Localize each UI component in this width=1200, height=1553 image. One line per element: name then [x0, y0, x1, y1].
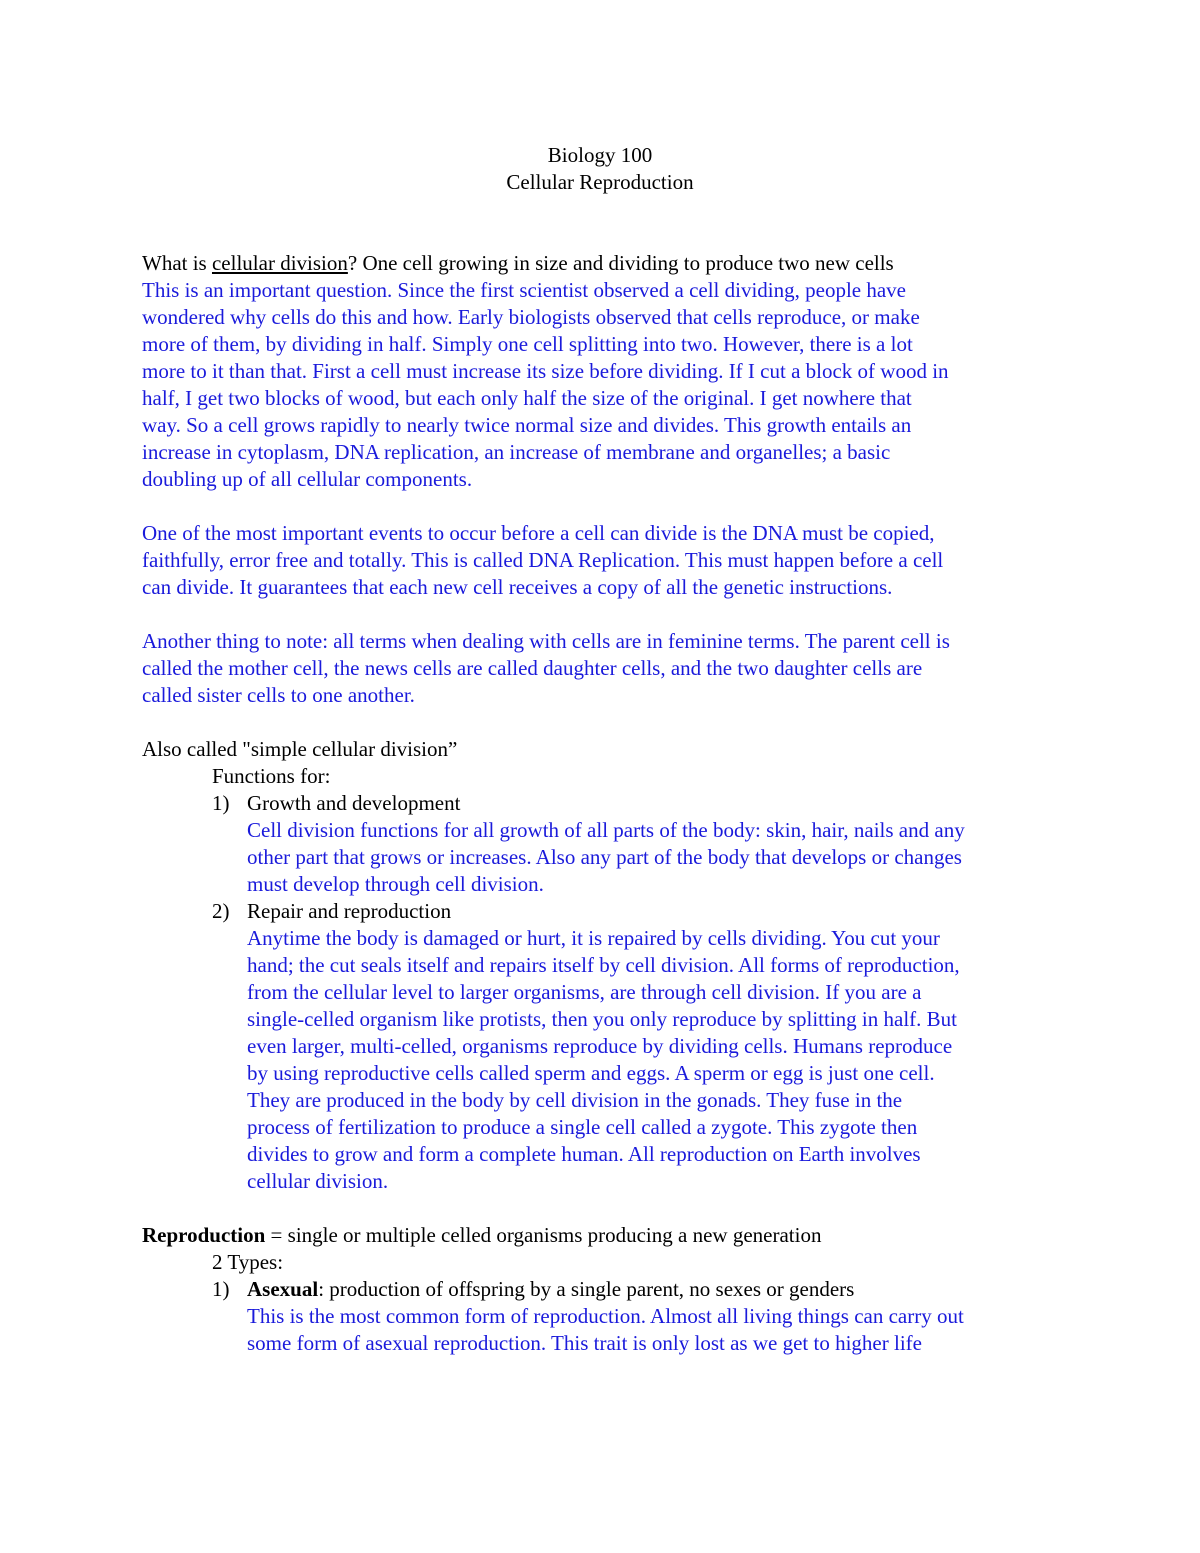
types-label: 2 Types:	[212, 1250, 284, 1274]
asexual-definition-text: : production of offspring by a single parent, no sexes or genders	[318, 1277, 855, 1301]
list-item-line: They are produced in the body by cell division in the gonads. They fuse in the	[247, 1088, 903, 1112]
paragraph-line: doubling up of all cellular components.	[142, 467, 473, 491]
list-item-line: process of fertilization to produce a single cell called a zygote. This zygote then	[247, 1115, 918, 1139]
intro-question	[142, 250, 894, 277]
topic-title: Cellular Reproduction	[506, 170, 694, 194]
intro-question-suffix: ? One cell growing in size and dividing to produce two new cells	[347, 251, 894, 275]
list-item-line: cellular division.	[247, 1169, 389, 1193]
list-item-line: must develop through cell division.	[247, 872, 544, 896]
paragraph-line: This is an important question. Since the first scientist observed a cell dividing, people have	[142, 278, 906, 302]
asexual-term: Asexual	[247, 1277, 319, 1301]
list-number: 2)	[212, 899, 230, 923]
list-number: 1)	[212, 1277, 230, 1301]
list-item-line: some form of asexual reproduction. This trait is only lost as we get to higher life	[247, 1331, 922, 1355]
reproduction-definition-text: = single or multiple celled organisms producing a new generation	[265, 1223, 822, 1247]
list-number: 1)	[212, 791, 230, 815]
course-title: Biology 100	[547, 143, 653, 167]
list-item-line: single-celled organism like protists, then you only reproduce by splitting in half. But	[247, 1007, 958, 1031]
paragraph-line: increase in cytoplasm, DNA replication, an increase of membrane and organelles; a basic	[142, 440, 891, 464]
list-item-line: divides to grow and form a complete human. All reproduction on Earth involves	[247, 1142, 921, 1166]
functions-label: Functions for:	[212, 764, 331, 788]
paragraph-line: called the mother cell, the news cells are called daughter cells, and the two daughter cells are	[142, 656, 923, 680]
paragraph-line: way. So a cell grows rapidly to nearly twice normal size and divides. This growth entails an	[142, 413, 912, 437]
list-item-line: by using reproductive cells called sperm and eggs. A sperm or egg is just one cell.	[247, 1061, 935, 1085]
paragraph-line: half, I get two blocks of wood, but each only half the size of the original. I get nowhere that	[142, 386, 912, 410]
list-item-title: Repair and reproduction	[247, 899, 452, 923]
list-item-line: Cell division functions for all growth of all parts of the body: skin, hair, nails and any	[247, 818, 965, 842]
list-item-line: even larger, multi-celled, organisms reproduce by dividing cells. Humans reproduce	[247, 1034, 953, 1058]
list-item-line: from the cellular level to larger organisms, are through cell division. If you are a	[247, 980, 922, 1004]
also-called-line: Also called "simple cellular division”	[142, 737, 458, 761]
list-item-line: hand; the cut seals itself and repairs itself by cell division. All forms of reproduction,	[247, 953, 960, 977]
paragraph-line: more to it than that. First a cell must increase its size before dividing. If I cut a block of wood in	[142, 359, 949, 383]
list-item-title: Growth and development	[247, 791, 461, 815]
asexual-definition	[247, 1276, 854, 1303]
reproduction-term: Reproduction	[142, 1223, 266, 1247]
paragraph-line: called sister cells to one another.	[142, 683, 415, 707]
paragraph-line: Another thing to note: all terms when dealing with cells are in feminine terms. The parent cell is	[142, 629, 950, 653]
paragraph-line: can divide. It guarantees that each new cell receives a copy of all the genetic instructions.	[142, 575, 893, 599]
reproduction-definition	[142, 1222, 821, 1249]
paragraph-line: more of them, by dividing in half. Simply one cell splitting into two. However, there is a lot	[142, 332, 913, 356]
paragraph-line: wondered why cells do this and how. Early biologists observed that cells reproduce, or make	[142, 305, 920, 329]
intro-question-term: cellular division	[211, 251, 348, 275]
intro-question-prefix: What is	[142, 251, 212, 275]
list-item-line: This is the most common form of reproduction. Almost all living things can carry out	[247, 1304, 964, 1328]
paragraph-line: One of the most important events to occur before a cell can divide is the DNA must be copied,	[142, 521, 935, 545]
list-item-line: Anytime the body is damaged or hurt, it is repaired by cells dividing. You cut your	[247, 926, 940, 950]
paragraph-line: faithfully, error free and totally. This is called DNA Replication. This must happen before a cell	[142, 548, 944, 572]
list-item-line: other part that grows or increases. Also any part of the body that develops or changes	[247, 845, 962, 869]
